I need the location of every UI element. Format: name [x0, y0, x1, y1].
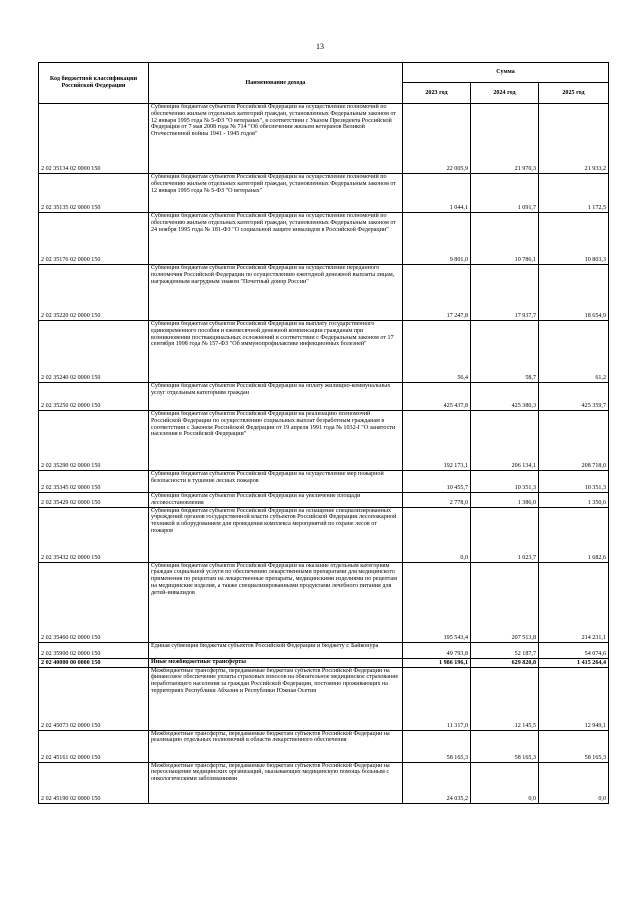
table-row [39, 493, 609, 508]
row-value-2024: 58,7 [471, 321, 539, 383]
header-year-2023: 2023 год [403, 83, 471, 104]
row-value-2025: 1 172,5 [539, 174, 609, 213]
row-value-2025: 1 350,6 [539, 493, 609, 508]
row-value-2023: 17 247,8 [403, 265, 471, 321]
row-code: 2 02 35432 02 0000 150 [39, 507, 149, 562]
table-row [39, 471, 609, 493]
table-row [39, 265, 609, 321]
row-value-2023: 10 455,7 [403, 471, 471, 493]
row-name: Субвенции бюджетам субъектов Российской Федерации на оснащение специализированных учреждений органов государственной власти субъектов Российской Федерации лесопожарной техникой и оборудованием для проведения комплекса мероприятий по охране лесов от пожаров [149, 507, 403, 562]
row-code: 2 02 35345 02 0000 150 [39, 471, 149, 493]
row-name: Субвенции бюджетам субъектов Российской Федерации на осуществление полномочий по обеспечению жильем отдельных категорий граждан, установленных Федеральным законом от 12 января 1995 года № 5-ФЗ "О ветеранах", в соответствии с Указом Президента Российской Федерации от 7 мая 2008 года № 714 "Об обеспечении жильем ветеранов Великой Отечественной войны 1941 - 1945 годов" [149, 104, 403, 174]
row-name: Субвенции бюджетам субъектов Российской Федерации на увеличение площади лесовосстановления [149, 493, 403, 508]
row-value-2023: 2 778,0 [403, 493, 471, 508]
row-value-2024: 629 820,8 [471, 658, 539, 667]
table-row [39, 213, 609, 265]
header-code: Код бюджетной классификации Российской Федерации [39, 63, 149, 104]
table-row [39, 104, 609, 174]
row-value-2024: 12 145,5 [471, 667, 539, 730]
row-code: 2 02 45161 02 0000 150 [39, 730, 149, 762]
row-name: Иные межбюджетные трансферты [149, 658, 403, 667]
row-value-2023: 1 986 196,1 [403, 658, 471, 667]
table-row [39, 411, 609, 471]
table-row [39, 667, 609, 730]
row-value-2025: 208 718,0 [539, 411, 609, 471]
row-name: Субвенции бюджетам субъектов Российской Федерации на реализацию полномочий Российской Федерации по осуществлению социальных выплат безработным гражданам в соответствии с Законом Российской Федерации от 19 апреля 1991 года № 1032-I "О занятости населения в Российской Федерации" [149, 411, 403, 471]
row-value-2024: 1 386,0 [471, 493, 539, 508]
row-value-2024: 206 134,1 [471, 411, 539, 471]
row-code: 2 02 35290 02 0000 150 [39, 411, 149, 471]
row-value-2025: 1 415 264,4 [539, 658, 609, 667]
row-value-2025: 0,0 [539, 762, 609, 803]
row-value-2023: 1 044,1 [403, 174, 471, 213]
row-name: Единая субвенция бюджетам субъектов Российской Федерации и бюджету г. Байконура [149, 642, 403, 658]
row-name: Субвенции бюджетам субъектов Российской Федерации на осуществление полномочий по обеспечению жильем отдельных категорий граждан, установленных Федеральным законом от 12 января 1995 года № 5-ФЗ "О ветеранах" [149, 174, 403, 213]
row-code: 2 02 35240 02 0000 150 [39, 321, 149, 383]
row-name: Субвенции бюджетам субъектов Российской Федерации на осуществление переданного полномочия Российской Федерации по осуществлению ежегодной денежной выплаты лицам, награжденным нагрудным знаком "Почетный донор России" [149, 265, 403, 321]
table-body [39, 104, 609, 804]
row-code: 2 02 35900 02 0000 150 [39, 642, 149, 658]
row-name: Субвенции бюджетам субъектов Российской Федерации на осуществление полномочий по обеспечению жильем отдельных категорий граждан, установленных Федеральным законом от 24 ноября 1995 года № 181-ФЗ "О социальной защите инвалидов в Российской Федерации" [149, 213, 403, 265]
row-value-2025: 10 803,3 [539, 213, 609, 265]
header-sum: Сумма [403, 63, 609, 83]
table-row [39, 507, 609, 562]
row-value-2023: 192 173,1 [403, 411, 471, 471]
row-value-2025: 54 074,6 [539, 642, 609, 658]
row-value-2023: 0,0 [403, 507, 471, 562]
table-row [39, 174, 609, 213]
row-code: 2 02 35250 02 0000 150 [39, 383, 149, 411]
row-value-2025: 425 359,7 [539, 383, 609, 411]
row-name: Субвенции бюджетам субъектов Российской Федерации на оказание отдельным категориям граждан социальной услуги по обеспечению лекарственными препаратами для медицинского применения по рецептам на лекарственные препараты, медицинскими изделиями по рецептам на медицинские изделия, а также специализированными продуктами лечебного питания для детей-инвалидов [149, 562, 403, 642]
row-value-2025: 18 654,9 [539, 265, 609, 321]
row-value-2024: 10 786,1 [471, 213, 539, 265]
table-row [39, 762, 609, 803]
row-code: 2 02 35220 02 0000 150 [39, 265, 149, 321]
row-value-2025: 214 231,1 [539, 562, 609, 642]
header-year-2025: 2025 год [539, 83, 609, 104]
table-row [39, 562, 609, 642]
row-value-2023: 425 437,8 [403, 383, 471, 411]
row-value-2023: 195 543,4 [403, 562, 471, 642]
table-row [39, 321, 609, 383]
row-value-2024: 207 513,8 [471, 562, 539, 642]
row-name: Субвенции бюджетам субъектов Российской Федерации на выплату государственного единовременного пособия и ежемесячной денежной компенсации гражданам при возникновении поствакцинальных осложнений в соответствии с Федеральным законом от 17 сентября 1998 года № 157-ФЗ "Об иммунопрофилактике инфекционных болезней" [149, 321, 403, 383]
row-value-2023: 9 801,0 [403, 213, 471, 265]
row-value-2025: 58 165,3 [539, 730, 609, 762]
row-value-2025: 21 933,2 [539, 104, 609, 174]
row-value-2024: 17 937,7 [471, 265, 539, 321]
table-row [39, 730, 609, 762]
row-value-2024: 10 351,3 [471, 471, 539, 493]
row-code: 2 02 35176 02 0000 150 [39, 213, 149, 265]
row-code: 2 02 35135 02 0000 150 [39, 174, 149, 213]
row-value-2023: 24 035,2 [403, 762, 471, 803]
row-code: 2 02 45073 02 0000 150 [39, 667, 149, 730]
table-row [39, 383, 609, 411]
row-value-2024: 58 165,3 [471, 730, 539, 762]
row-value-2023: 58 165,3 [403, 730, 471, 762]
row-code: 2 02 40000 00 0000 150 [39, 658, 149, 667]
row-value-2023: 22 005,9 [403, 104, 471, 174]
row-code: 2 02 35429 02 0000 150 [39, 493, 149, 508]
row-value-2024: 21 970,3 [471, 104, 539, 174]
revenue-table [38, 62, 609, 804]
row-code: 2 02 35134 02 0000 150 [39, 104, 149, 174]
row-name: Межбюджетные трансферты, передаваемые бюджетам субъектов Российской Федерации на финансовое обеспечение уплаты страховых взносов на обязательное медицинское страхование неработающего населения за граждан Российской Федерации, постоянно проживающих на территориях Республики Абхазия и Республики Южная Осетия [149, 667, 403, 730]
row-name: Межбюджетные трансферты, передаваемые бюджетам субъектов Российской Федерации на реализацию отдельных полномочий в области лекарственного обеспечения [149, 730, 403, 762]
row-name: Межбюджетные трансферты, передаваемые бюджетам субъектов Российской Федерации на переоснащение медицинских организаций, оказывающих медицинскую помощь больным с онкологическими заболеваниями [149, 762, 403, 803]
row-value-2023: 56,4 [403, 321, 471, 383]
row-value-2023: 11 317,0 [403, 667, 471, 730]
row-value-2024: 1 023,7 [471, 507, 539, 562]
header-name: Наименование дохода [149, 63, 403, 104]
row-code: 2 02 35460 02 0000 150 [39, 562, 149, 642]
page-number: 13 [316, 42, 324, 51]
row-value-2023: 49 793,8 [403, 642, 471, 658]
row-value-2025: 61,2 [539, 321, 609, 383]
row-value-2024: 0,0 [471, 762, 539, 803]
row-value-2025: 10 351,3 [539, 471, 609, 493]
row-value-2024: 1 091,7 [471, 174, 539, 213]
row-value-2025: 12 949,1 [539, 667, 609, 730]
row-code: 2 02 45190 02 0000 150 [39, 762, 149, 803]
row-value-2024: 425 380,3 [471, 383, 539, 411]
row-name: Субвенции бюджетам субъектов Российской Федерации на оплату жилищно-коммунальных услуг отдельным категориям граждан [149, 383, 403, 411]
row-name: Субвенции бюджетам субъектов Российской Федерации на осуществление мер пожарной безопасности и тушение лесных пожаров [149, 471, 403, 493]
row-value-2025: 1 682,6 [539, 507, 609, 562]
table-row [39, 642, 609, 658]
row-value-2024: 52 187,7 [471, 642, 539, 658]
table-row [39, 658, 609, 667]
header-year-2024: 2024 год [471, 83, 539, 104]
